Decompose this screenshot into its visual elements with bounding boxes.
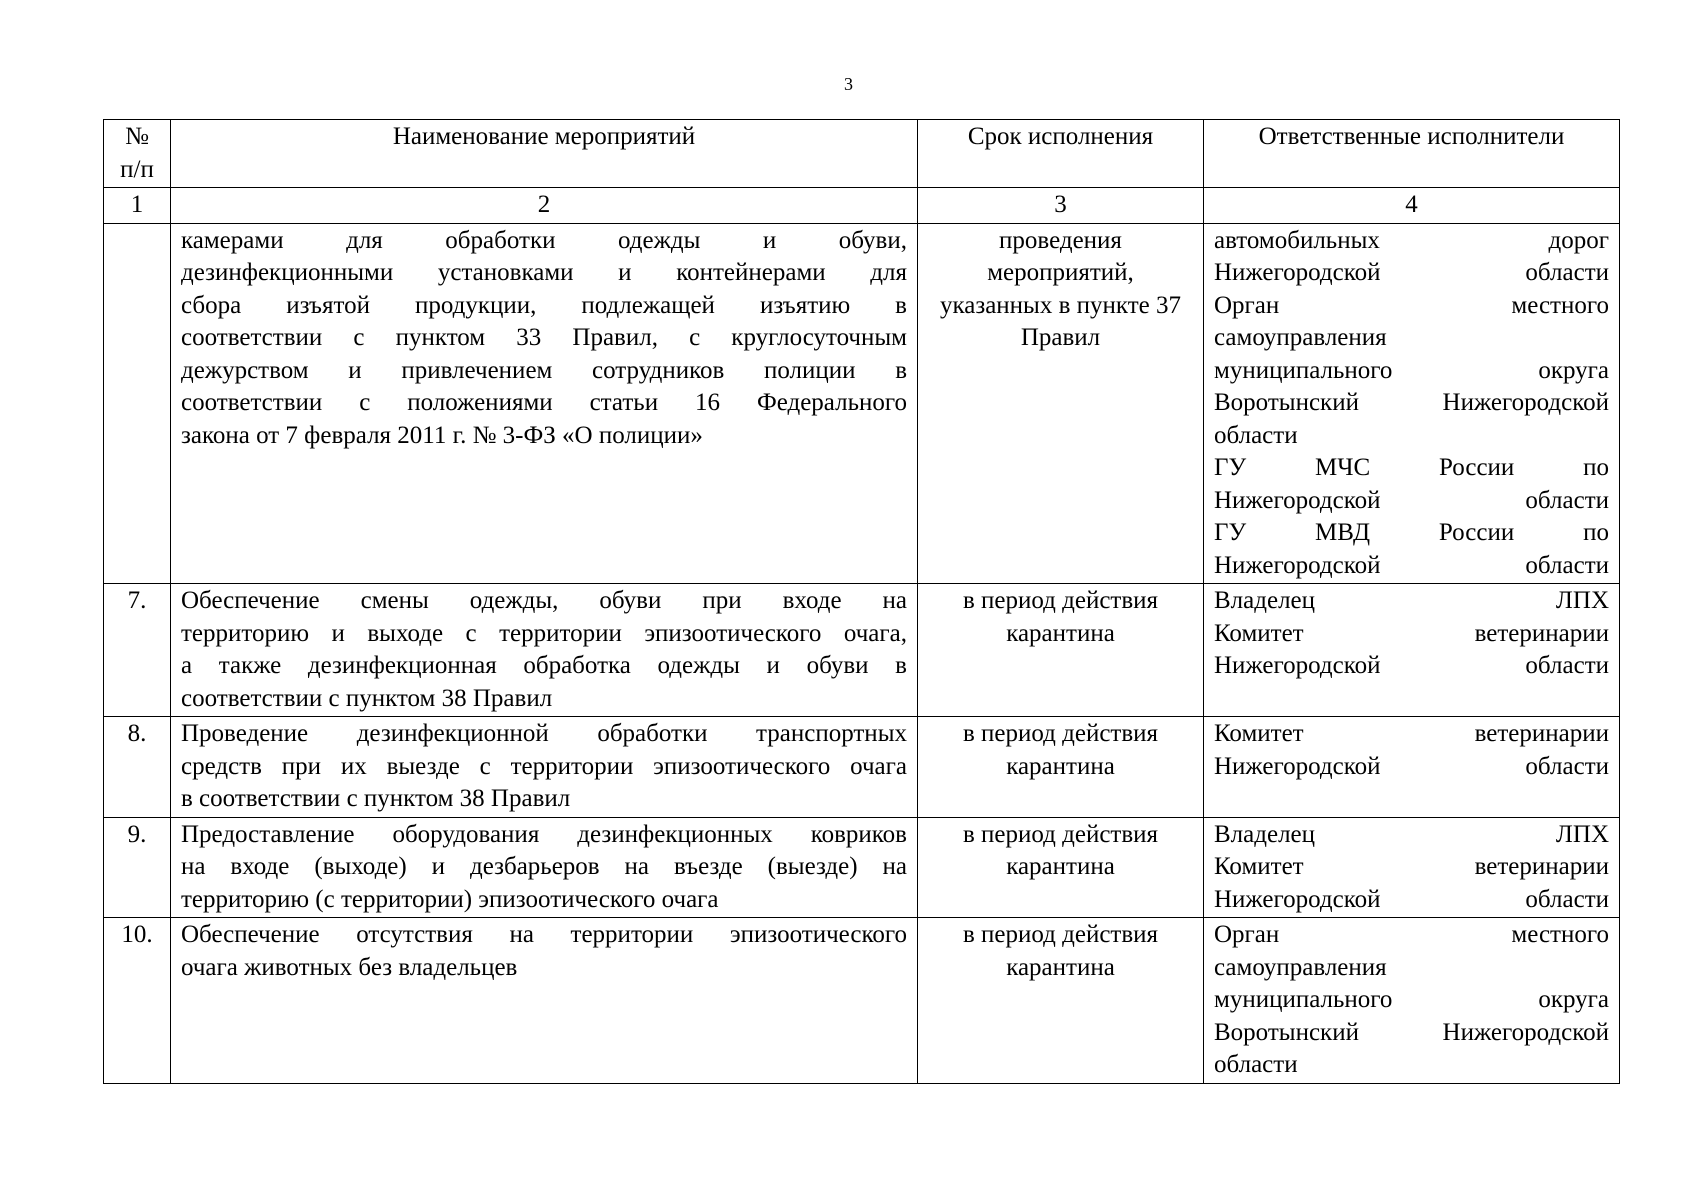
- measure-name-line: очага животных без владельцев: [181, 953, 518, 981]
- measure-name-line: Предоставление оборудования дезинфекционных ковриков: [181, 820, 907, 848]
- responsible-line: Нижегородской области: [1214, 551, 1609, 579]
- responsible-line: автомобильных дорог: [1214, 226, 1609, 254]
- measure-name-line: территорию и выходе с территории эпизоотического очага,: [181, 619, 907, 647]
- measure-name-line: Обеспечение смены одежды, обуви при входе на: [181, 587, 907, 614]
- measure-name: [171, 817, 918, 918]
- measure-name: [171, 918, 918, 1084]
- measure-name-line: в соответствии с пунктом 38 Правил: [181, 785, 571, 812]
- table-row: [104, 817, 1620, 918]
- responsible-line: самоуправления: [1214, 324, 1387, 351]
- responsible-line: Комитет ветеринарии: [1214, 720, 1609, 747]
- measure-name-line: дежурством и привлечением сотрудников полиции в: [181, 356, 907, 384]
- responsible-line: Нижегородской области: [1214, 652, 1609, 679]
- execution-term: в период действия карантина: [918, 717, 1204, 818]
- header-term: Срок исполнения: [918, 120, 1204, 188]
- responsible-executors: [1204, 717, 1620, 818]
- responsible-line: Владелец ЛПХ: [1214, 820, 1609, 848]
- table-row: [104, 223, 1620, 584]
- measure-name-line: соответствии с пунктом 38 Правил: [181, 684, 553, 712]
- responsible-line: Нижегородской области: [1214, 486, 1609, 514]
- responsible-line: муниципального округа: [1214, 356, 1609, 384]
- row-number: 9.: [104, 817, 171, 918]
- responsible-line: Владелец ЛПХ: [1214, 587, 1609, 614]
- responsible-line: Нижегородской области: [1214, 752, 1609, 780]
- column-number: 2: [171, 188, 918, 224]
- responsible-line: Орган местного: [1214, 921, 1609, 948]
- measure-name-line: Проведение дезинфекционной обработки транспортных: [181, 720, 907, 747]
- responsible-line: Воротынский Нижегородской: [1214, 1018, 1609, 1046]
- responsible-line: области: [1214, 421, 1298, 449]
- responsible-line: Комитет ветеринарии: [1214, 619, 1609, 647]
- page-number: 3: [844, 74, 853, 94]
- responsible-executors: [1204, 584, 1620, 717]
- table-row: [104, 918, 1620, 1084]
- table-row: [104, 584, 1620, 717]
- row-number: 8.: [104, 717, 171, 818]
- responsible-line: ГУ МВД России по: [1214, 519, 1609, 546]
- measure-name-line: соответствии с пунктом 33 Правил, с круглосуточным: [181, 324, 907, 351]
- column-number-row: [104, 188, 1620, 224]
- measure-name-line: камерами для обработки одежды и обуви,: [181, 226, 907, 254]
- measure-name-line: Обеспечение отсутствия на территории эпизоотического: [181, 921, 907, 948]
- table-row: [104, 717, 1620, 818]
- measure-name-line: соответствии с положениями статьи 16 Федерального: [181, 389, 907, 416]
- responsible-line: самоуправления: [1214, 953, 1387, 981]
- measure-name-line: дезинфекционными установками и контейнерами для: [181, 259, 907, 286]
- responsible-line: Орган местного: [1214, 291, 1609, 319]
- execution-term: в период действия карантина: [918, 584, 1204, 717]
- responsible-line: области: [1214, 1051, 1298, 1078]
- responsible-executors: [1204, 223, 1620, 584]
- row-number: [104, 223, 171, 584]
- header-responsible: Ответственные исполнители: [1204, 120, 1620, 188]
- responsible-line: Воротынский Нижегородской: [1214, 389, 1609, 416]
- execution-term: в период действия карантина: [918, 918, 1204, 1084]
- header-num: № п/п: [104, 120, 171, 188]
- measure-name: [171, 223, 918, 584]
- table-header-row: [104, 120, 1620, 188]
- responsible-line: муниципального округа: [1214, 986, 1609, 1013]
- responsible-line: Нижегородской области: [1214, 259, 1609, 286]
- responsible-line: Нижегородской области: [1214, 885, 1609, 913]
- column-number: 3: [918, 188, 1204, 224]
- responsible-line: ГУ МЧС России по: [1214, 454, 1609, 481]
- responsible-line: Комитет ветеринарии: [1214, 853, 1609, 880]
- execution-term: в период действия карантина: [918, 817, 1204, 918]
- responsible-executors: [1204, 817, 1620, 918]
- measure-name-line: на входе (выходе) и дезбарьеров на въезде (выезде) на: [181, 853, 907, 880]
- execution-term: проведения мероприятий, указанных в пункте 37 Правил: [918, 223, 1204, 584]
- measures-table: [103, 119, 1620, 1084]
- measure-name-line: территорию (с территории) эпизоотического очага: [181, 885, 719, 913]
- row-number: 7.: [104, 584, 171, 717]
- header-name: Наименование мероприятий: [171, 120, 918, 188]
- measure-name-line: средств при их выезде с территории эпизоотического очага: [181, 752, 907, 780]
- measure-name-line: закона от 7 февраля 2011 г. № 3-ФЗ «О полиции»: [181, 421, 703, 449]
- measure-name-line: сбора изъятой продукции, подлежащей изъятию в: [181, 291, 907, 319]
- measure-name: [171, 584, 918, 717]
- measure-name-line: а также дезинфекционная обработка одежды и обуви в: [181, 652, 907, 679]
- responsible-executors: [1204, 918, 1620, 1084]
- column-number: 1: [104, 188, 171, 224]
- column-number: 4: [1204, 188, 1620, 224]
- measure-name: [171, 717, 918, 818]
- row-number: 10.: [104, 918, 171, 1084]
